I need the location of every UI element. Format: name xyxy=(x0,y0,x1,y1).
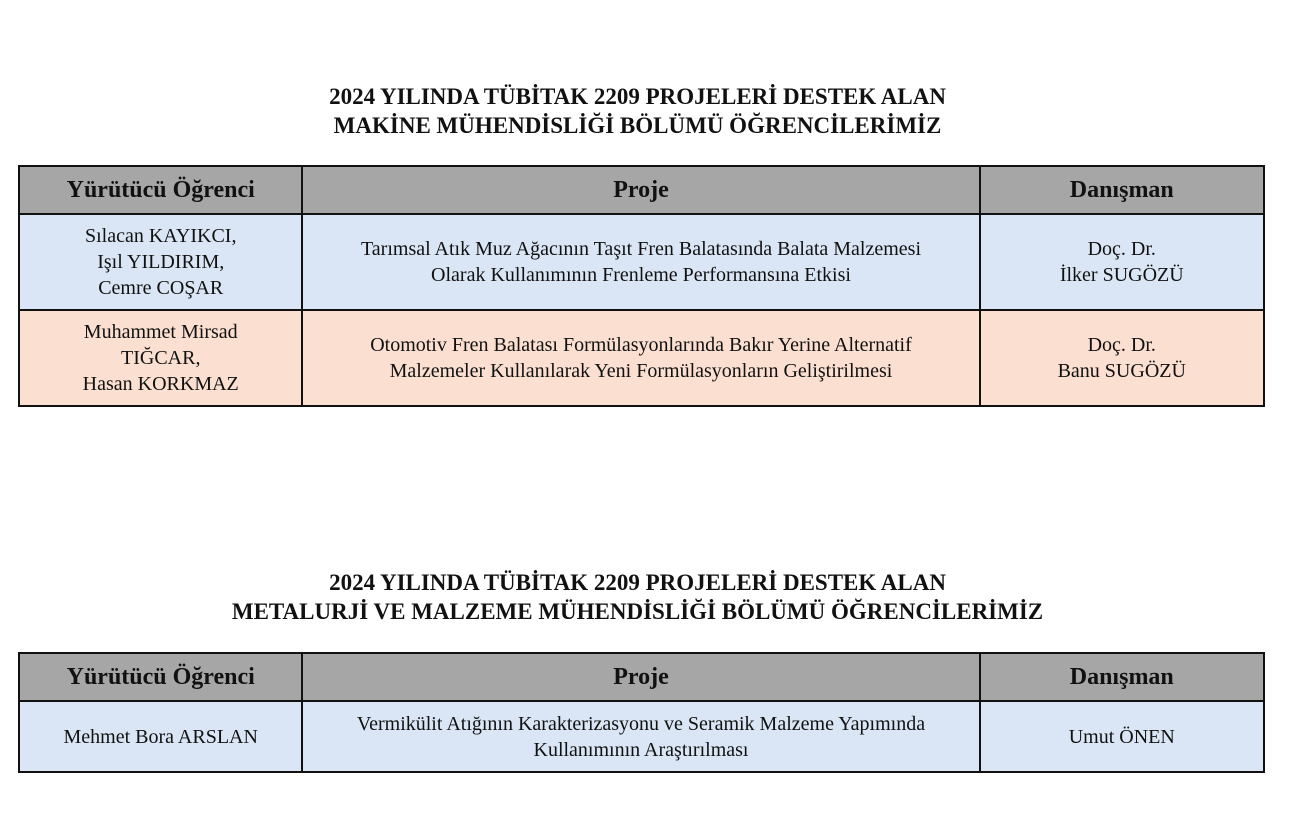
advisor-title: Doç. Dr. xyxy=(1087,334,1156,356)
title-line-2: METALURJİ VE MALZEME MÜHENDİSLİĞİ BÖLÜMÜ ÖĞRENCİLERİMİZ xyxy=(231,599,1044,624)
title-line-2: MAKİNE MÜHENDİSLİĞİ BÖLÜMÜ ÖĞRENCİLERİMİZ xyxy=(333,113,942,138)
student-cell xyxy=(19,701,302,772)
student-cell xyxy=(19,310,302,406)
project-cell xyxy=(302,214,979,310)
header-advisor: Danışman xyxy=(980,166,1264,214)
student-name-line: Sılacan KAYIKCI, xyxy=(84,225,237,247)
student-name-line: Muhammet Mirsad xyxy=(83,321,238,343)
table-row xyxy=(19,701,1264,772)
advisor-name: İlker SUGÖZÜ xyxy=(1059,264,1184,286)
table-header-row xyxy=(19,166,1264,214)
project-title-line: Vermikülit Atığının Karakterizasyonu ve Seramik Malzeme Yapımında xyxy=(356,712,926,735)
header-advisor: Danışman xyxy=(980,653,1264,701)
advisor-name: Banu SUGÖZÜ xyxy=(1057,360,1186,382)
student-cell xyxy=(19,214,302,310)
header-project: Proje xyxy=(302,653,979,701)
project-title-line: Olarak Kullanımının Frenleme Performansına Etkisi xyxy=(431,264,851,286)
header-student: Yürütücü Öğrenci xyxy=(19,653,302,701)
title-line-1: 2024 YILINDA TÜBİTAK 2209 PROJELERİ DESTEK ALAN xyxy=(329,84,946,109)
student-name-line: TIĞCAR, xyxy=(121,347,201,369)
advisor-cell xyxy=(980,214,1264,310)
student-name-line: Hasan KORKMAZ xyxy=(82,373,239,395)
header-student: Yürütücü Öğrenci xyxy=(19,166,302,214)
advisor-cell xyxy=(980,310,1264,406)
student-name-line: Mehmet Bora ARSLAN xyxy=(63,725,258,748)
title-line-1: 2024 YILINDA TÜBİTAK 2209 PROJELERİ DESTEK ALAN xyxy=(329,570,946,595)
section-title-mechanical xyxy=(0,82,1275,140)
projects-table-mechanical xyxy=(18,165,1265,407)
project-title-line: Kullanımının Araştırılması xyxy=(533,738,749,761)
header-project: Proje xyxy=(302,166,979,214)
student-name-line: Cemre COŞAR xyxy=(98,277,224,299)
advisor-name: Umut ÖNEN xyxy=(1068,725,1175,748)
table-header-row xyxy=(19,653,1264,701)
student-name-line: Işıl YILDIRIM, xyxy=(97,251,225,273)
project-cell xyxy=(302,310,979,406)
advisor-cell xyxy=(980,701,1264,772)
section-title-metallurgy xyxy=(0,568,1275,626)
table-row xyxy=(19,214,1264,310)
project-title-line: Tarımsal Atık Muz Ağacının Taşıt Fren Balatasında Balata Malzemesi xyxy=(360,238,921,260)
project-cell xyxy=(302,701,979,772)
advisor-title: Doç. Dr. xyxy=(1087,238,1156,260)
project-title-line: Otomotiv Fren Balatası Formülasyonlarında Bakır Yerine Alternatif xyxy=(370,334,912,356)
project-title-line: Malzemeler Kullanılarak Yeni Formülasyonların Geliştirilmesi xyxy=(389,360,893,382)
projects-table-metallurgy xyxy=(18,652,1265,773)
table-row xyxy=(19,310,1264,406)
